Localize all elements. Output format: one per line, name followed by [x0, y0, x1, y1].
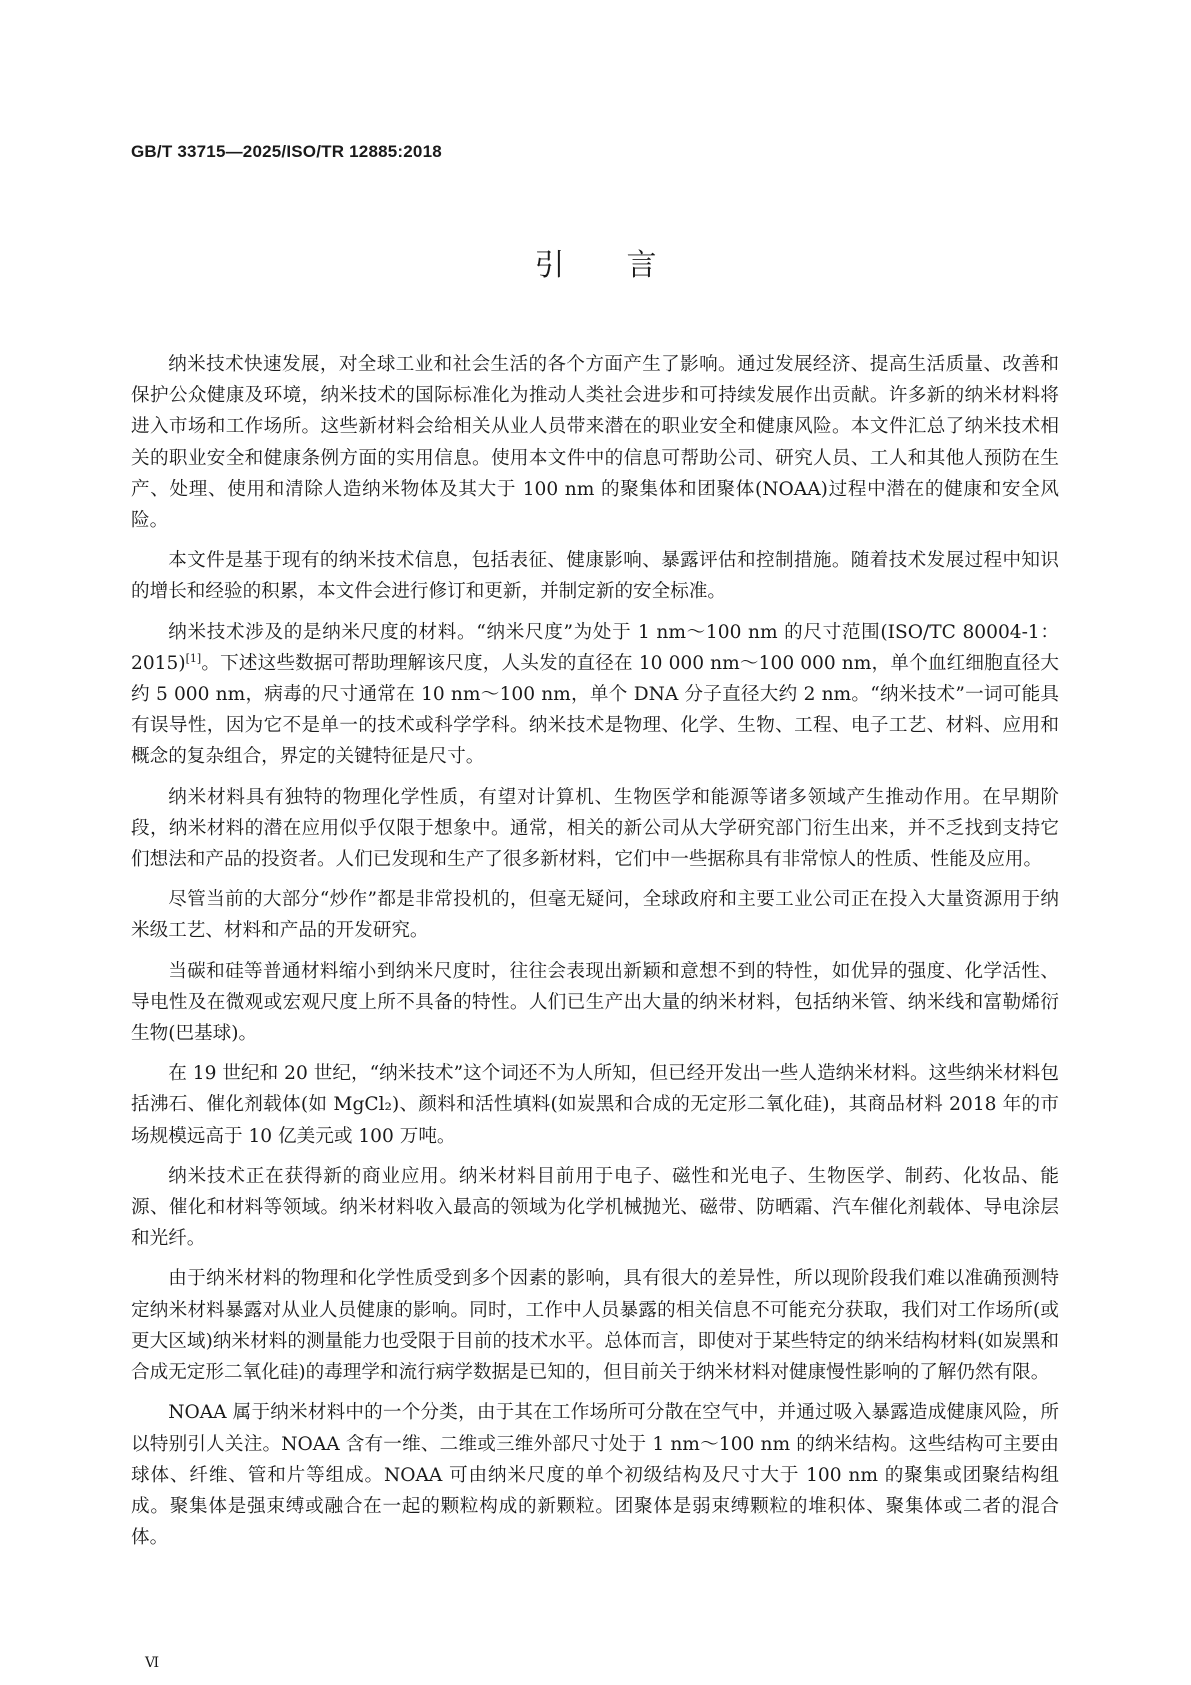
- paragraph: 尽管当前的大部分“炒作”都是非常投机的，但毫无疑问，全球政府和主要工业公司正在投入大量资源用于纳米级工艺、材料和产品的开发研究。: [131, 889, 1059, 942]
- paragraph: 纳米技术正在获得新的商业应用。纳米材料目前用于电子、磁性和光电子、生物医学、制药、化妆品、能源、催化和材料等领域。纳米材料收入最高的领域为化学机械抛光、磁带、防晒霜、汽车催化剂载体、导电涂层和光纤。: [131, 1165, 1059, 1250]
- paragraph-body: 下述这些数据可帮助理解该尺度，人头发的直径在 10 000 nm～100 000 nm，单个血红细胞直径大约 5 000 nm，病毒的尺寸通常在 10 nm～100 nm，单个 DNA 分子直径大约 2 nm。“纳米技术”一词可能具有误导性，因为它不是单一的技术或科学学科。纳米技术是物理、化学、生物、工程、电子工艺、材料、应用和概念的复杂组合，界定的关键特征是尺寸。: [131, 652, 1059, 768]
- paragraph: [131, 617, 1059, 773]
- page-title: 引言: [534, 248, 719, 283]
- paragraph: NOAA 属于纳米材料中的一个分类，由于其在工作场所可分散在空气中，并通过吸入暴露造成健康风险，所以特别引人关注。NOAA 含有一维、二维或三维外部尺寸处于 1 nm～100 nm 的纳米结构。这些结构可主要由球体、纤维、管和片等组成。NOAA 可由纳米尺度的单个初级结构及尺寸大于 100 nm 的聚集或团聚结构组成。聚集体是强束缚或融合在一起的颗粒构成的新颗粒。团聚体是弱束缚颗粒的堆积体、聚集体或二者的混合体。: [131, 1402, 1059, 1549]
- paragraph: 在 19 世纪和 20 世纪，“纳米技术”这个词还不为人所知，但已经开发出一些人造纳米材料。这些纳米材料包括沸石、催化剂载体(如 MgCl₂)、颜料和活性填料(如炭黑和合成的无定形二氧化硅)，其商品材料 2018 年的市场规模远高于 10 亿美元或 100 万吨。: [131, 1063, 1059, 1147]
- paragraph: 由于纳米材料的物理和化学性质受到多个因素的影响，具有很大的差异性，所以现阶段我们难以准确预测特定纳米材料暴露对从业人员健康的影响。同时，工作中人员暴露的相关信息不可能充分获取，我们对工作场所(或更大区域)纳米材料的测量能力也受限于目前的技术水平。总体而言，即使对于某些特定的纳米结构材料(如炭黑和合成无定形二氧化硅)的毒理学和流行病学数据是已知的，但目前关于纳米材料对健康慢性影响的了解仍然有限。: [131, 1268, 1059, 1384]
- paragraph: 本文件是基于现有的纳米技术信息，包括表征、健康影响、暴露评估和控制措施。随着技术发展过程中知识的增长和经验的积累，本文件会进行修订和更新，并制定新的安全标准。: [131, 550, 1059, 603]
- page-number: Ⅵ: [145, 1655, 160, 1671]
- paragraph: 纳米材料具有独特的物理化学性质，有望对计算机、生物医学和能源等诸多领域产生推动作用。在早期阶段，纳米材料的潜在应用似乎仅限于想象中。通常，相关的新公司从大学研究部门衍生出来，并不乏找到支持它们想法和产品的投资者。人们已发现和生产了很多新材料，它们中一些据称具有非常惊人的性质、性能及应用。: [131, 786, 1059, 871]
- paragraph-intro: 纳米技术涉及的是纳米尺度的材料。“纳米尺度”为处于 1 nm～100 nm 的尺寸范围(ISO/TC 80004-1：2015): [131, 621, 1059, 674]
- paragraph-intro-end: 。: [201, 652, 221, 674]
- paragraph: 当碳和硅等普通材料缩小到纳米尺度时，往往会表现出新颖和意想不到的特性，如优异的强度、化学活性、导电性及在微观或宏观尺度上所不具备的特性。人们已生产出大量的纳米材料，包括纳米管、纳米线和富勒烯衍生物(巴基球)。: [131, 960, 1059, 1045]
- document-code: GB/T 33715—2025/ISO/TR 12885:2018: [131, 142, 442, 161]
- reference-marker: [1]: [185, 651, 202, 665]
- paragraph: 纳米技术快速发展，对全球工业和社会生活的各个方面产生了影响。通过发展经济、提高生活质量、改善和保护公众健康及环境，纳米技术的国际标准化为推动人类社会进步和可持续发展作出贡献。许多新的纳米材料将进入市场和工作场所。这些新材料会给相关从业人员带来潜在的职业安全和健康风险。本文件汇总了纳米技术相关的职业安全和健康条例方面的实用信息。使用本文件中的信息可帮助公司、研究人员、工人和其他人预防在生产、处理、使用和清除人造纳米物体及其大于 100 nm 的聚集体和团聚体(NOAA)过程中潜在的健康和安全风险。: [131, 354, 1059, 532]
- body-text: [131, 349, 1059, 1562]
